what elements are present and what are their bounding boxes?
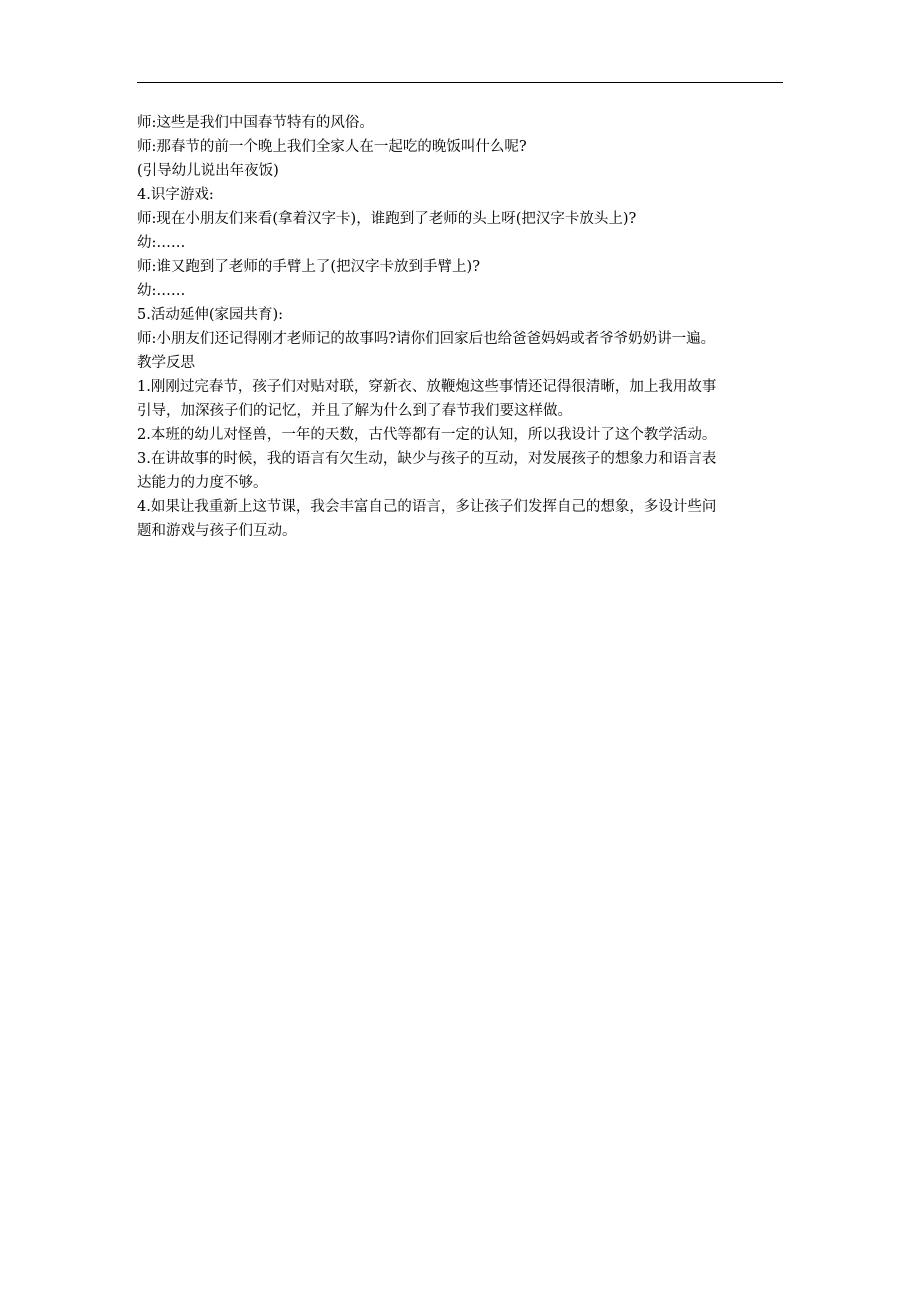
text-line: 达能力的力度不够。: [137, 475, 268, 491]
text-line: 师:这些是我们中国春节特有的风俗。: [137, 115, 374, 131]
text-line: 师:谁又跑到了老师的手臂上了(把汉字卡放到手臂上)?: [137, 259, 480, 275]
text-line: 3.在讲故事的时候，我的语言有欠生动，缺少与孩子的互动，对发展孩子的想象力和语言表: [137, 451, 717, 467]
header-rule: [137, 82, 783, 83]
text-line: 幼:……: [137, 235, 186, 251]
section-heading: 教学反思: [137, 355, 195, 371]
text-line: 2.本班的幼儿对怪兽，一年的天数，古代等都有一定的认知，所以我设计了这个教学活动。: [137, 427, 717, 443]
text-line: 引导，加深孩子们的记忆，并且了解为什么到了春节我们要这样做。: [137, 403, 572, 419]
text-line: 师:小朋友们还记得刚才老师记的故事吗?请你们回家后也给爸爸妈妈或者爷爷奶奶讲一遍。: [137, 331, 716, 347]
section-heading: 5.活动延伸(家园共育):: [137, 307, 284, 323]
text-line: 1.刚刚过完春节，孩子们对贴对联，穿新衣、放鞭炮这些事情还记得很清晰，加上我用故事: [137, 379, 717, 395]
text-line: 师:现在小朋友们来看(拿着汉字卡)，谁跑到了老师的头上呀(把汉字卡放头上)?: [137, 211, 637, 227]
document-body: [137, 111, 787, 543]
text-line: 师:那春节的前一个晚上我们全家人在一起吃的晚饭叫什么呢?: [137, 139, 527, 155]
text-line: 幼:……: [137, 283, 186, 299]
text-line: 4.如果让我重新上这节课，我会丰富自己的语言，多让孩子们发挥自己的想象，多设计些问: [137, 499, 717, 515]
text-line: (引导幼儿说出年夜饭): [137, 163, 279, 179]
text-line: 题和游戏与孩子们互动。: [137, 523, 297, 539]
section-heading: 4.识字游戏:: [137, 187, 214, 203]
